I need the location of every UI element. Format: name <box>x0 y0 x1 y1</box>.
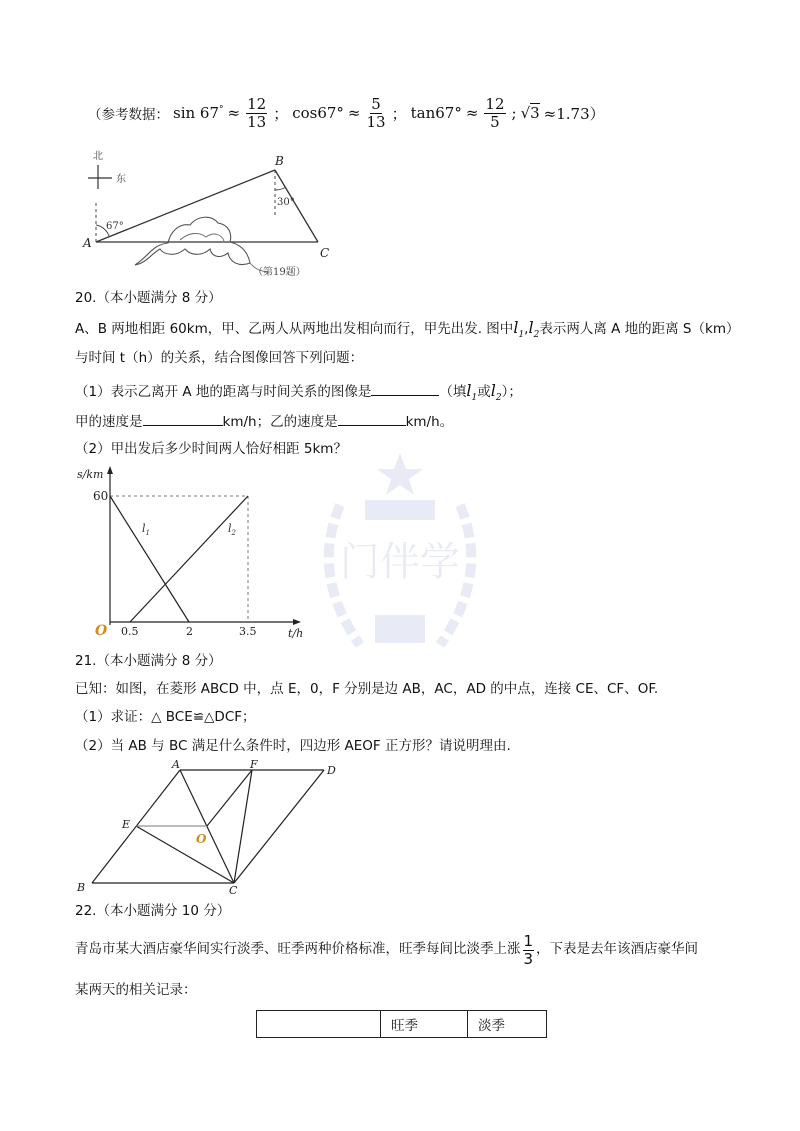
point-b-label: B <box>275 154 284 168</box>
table-header-cell: 淡季 <box>468 1011 547 1038</box>
approx-sign: ≈ <box>347 104 361 122</box>
segment-of <box>207 770 252 826</box>
vertex-d-label: D <box>327 764 336 777</box>
separator: ； <box>391 104 407 123</box>
q20-line2: 与时间 t（h）的关系，结合图像回答下列问题： <box>75 350 364 366</box>
sqrt-expression: √3 <box>520 104 540 122</box>
line-l1 <box>110 496 189 622</box>
separator: ; <box>511 104 517 122</box>
y-tick-60: 60 <box>93 489 109 503</box>
x-tick-0.5: 0.5 <box>121 625 139 638</box>
line-l2 <box>130 496 248 622</box>
vertex-c-label: C <box>229 884 238 897</box>
x-tick-2: 2 <box>186 625 193 638</box>
point-f-label: F <box>250 758 258 771</box>
point-a-label: A <box>83 236 92 250</box>
q22-line1 <box>75 930 698 970</box>
tan-fraction: $\frac{12}{5}$ <box>485 95 505 131</box>
yi-speed-label: km/h；乙的速度是 <box>222 414 338 430</box>
table-header-cell: 旺季 <box>381 1011 468 1038</box>
q21-title: 21.（本小题满分 8 分） <box>75 653 222 669</box>
side-cd <box>234 770 324 883</box>
sqrt-value: ≈1.73） <box>543 104 605 123</box>
approx-sign: ≈ <box>465 104 479 122</box>
q21-part2: （2）当 AB 与 BC 满足什么条件时，四边形 AEOF 正方形？请说明理由. <box>75 738 511 754</box>
graph-20 <box>77 460 315 645</box>
point-e-label: E <box>122 818 131 831</box>
sin-fraction: $\frac{12}{13}$ <box>247 95 267 131</box>
vertex-b-label: B <box>77 881 86 894</box>
figure-19 <box>80 145 350 280</box>
table-header-cell <box>257 1011 381 1038</box>
vertex-a-label: A <box>172 758 180 771</box>
q20-part1-text: （1）表示乙离开 A 地的距离与时间关系的图像是 <box>75 384 372 400</box>
q22-record-table <box>256 1010 547 1038</box>
east-label: 东 <box>116 174 126 185</box>
angle-b-label: 30° <box>277 197 295 208</box>
q21-given: 已知：如图，在菱形 ABCD 中，点 E，0，F 分别是边 AB，AC，AD 的中点，连接 CE、CF、OF. <box>75 681 659 697</box>
l2-symbol: $l_2$ <box>528 318 540 341</box>
mountain-icon <box>135 217 250 265</box>
y-axis-arrow <box>107 466 113 474</box>
q21-part1: （1）求证：△ BCE≌△DCF； <box>75 709 256 725</box>
q20-line1 <box>75 320 739 340</box>
q20-part2: （2）甲出发后多少时间两人恰好相距 5km？ <box>75 441 347 457</box>
separator: ； <box>273 104 289 123</box>
q22-line2: 某两天的相关记录： <box>75 982 197 998</box>
figure-21 <box>72 760 352 895</box>
q20-line1-text: A、B 两地相距 60km，甲、乙两人从两地出发相向而行，甲先出发. 图中 <box>75 321 514 337</box>
q20-speeds <box>75 413 453 430</box>
l1-symbol: $l_1$ <box>466 381 478 404</box>
l2-label: $l_2$ <box>228 522 236 537</box>
answer-blank-yi-speed[interactable] <box>338 413 406 426</box>
q22-line1-text: 青岛市某大酒店豪华间实行淡季、旺季两种价格标准，旺季每间比淡季上涨 <box>75 941 521 958</box>
angle-a-label: 67° <box>106 221 124 232</box>
x-tick-3.5: 3.5 <box>239 625 257 638</box>
q20-part1-hint: （填 <box>439 384 467 400</box>
point-c-label: C <box>320 246 330 260</box>
l1-symbol: $l_1$ <box>513 318 525 341</box>
or-text: 或 <box>477 384 491 400</box>
origin-label: O <box>95 623 108 639</box>
cos-label: cos67° <box>292 104 344 122</box>
x-axis-label: t/h <box>288 627 304 640</box>
mountain-inner-line <box>180 233 224 241</box>
comma: , <box>524 321 529 337</box>
reference-open: （参考数据： <box>88 107 169 123</box>
sin-label: sin 67° <box>173 104 224 122</box>
q22-title: 22.（本小题满分 10 分） <box>75 903 231 919</box>
q20-title: 20.（本小题满分 8 分） <box>75 290 222 306</box>
x-axis-arrow <box>293 619 301 625</box>
answer-blank-jia-speed[interactable] <box>143 413 223 426</box>
answer-blank-graph[interactable] <box>371 383 439 396</box>
l1-label: $l_1$ <box>142 522 150 537</box>
q20-part1 <box>75 383 522 403</box>
q22-line1-text-end: ，下表是去年该酒店豪华间 <box>536 941 699 958</box>
reference-data-line <box>88 96 605 130</box>
table-row <box>257 1011 547 1038</box>
speed-unit: km/h。 <box>405 414 454 430</box>
q20-part1-end: ）； <box>501 384 522 400</box>
segment-cf <box>234 770 252 883</box>
svg-text:门伴学: 门伴学 <box>340 539 460 585</box>
q20-line1-text-end: 表示两人离 A 地的距离 S（km） <box>539 321 740 337</box>
jia-speed-label: 甲的速度是 <box>75 414 143 430</box>
tan-label: tan67° <box>410 104 462 122</box>
cos-fraction: $\frac{5}{13}$ <box>366 95 386 131</box>
figure-caption: （第19题） <box>253 267 306 278</box>
point-o-label: O <box>196 832 207 846</box>
watermark-logo <box>280 445 520 685</box>
angle-b-arc <box>275 187 286 190</box>
l2-symbol: $l_2$ <box>490 381 502 404</box>
one-third-fraction: $\frac{1}{3}$ <box>523 932 534 968</box>
segment-ce <box>136 826 234 883</box>
north-label: 北 <box>93 151 103 162</box>
approx-sign: ≈ <box>227 104 241 122</box>
y-axis-label: s/km <box>77 468 104 481</box>
